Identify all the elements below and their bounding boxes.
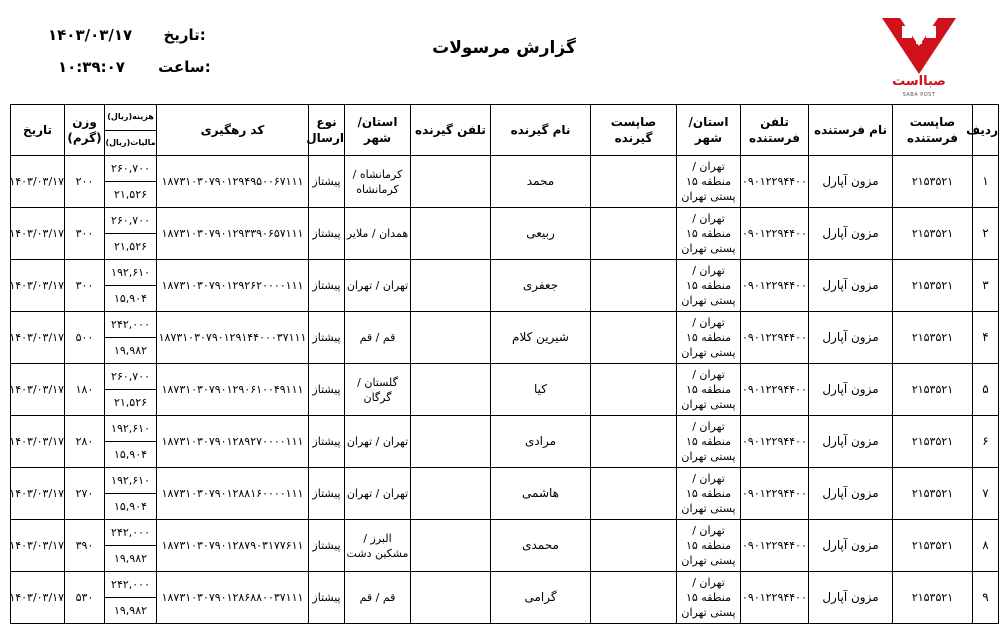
col-sender-code: صاپست فرستنده xyxy=(893,105,973,156)
cost-value: ۲۴۲,۰۰۰ xyxy=(105,312,156,338)
sender-phone: ۰۹۰۱۲۲۹۴۴۰۰ xyxy=(741,156,809,208)
table-row xyxy=(11,468,999,520)
sender-name: مزون آپارل xyxy=(809,364,893,416)
tracking-code: ۱۸۷۳۱۰۳۰۷۹۰۱۲۸۷۹۰۳۱۷۷۶۱۱ xyxy=(157,520,309,572)
sender-code: ۲۱۵۳۵۲۱ xyxy=(893,468,973,520)
col-index: ردیف xyxy=(973,105,999,156)
tax-value: ۲۱,۵۲۶ xyxy=(113,188,148,201)
receiver-name: محمد xyxy=(491,156,591,208)
sender-city: تهران / منطقه ۱۵ پستی تهران xyxy=(677,364,741,416)
receiver-city: تهران / تهران xyxy=(345,260,411,312)
receiver-code xyxy=(591,572,677,624)
tracking-code: ۱۸۷۳۱۰۳۰۷۹۰۱۲۹۲۶۲۰۰۰۰۱۱۱ xyxy=(157,260,309,312)
receiver-code xyxy=(591,312,677,364)
tracking-code: ۱۸۷۳۱۰۳۰۷۹۰۱۲۸۹۲۷۰۰۰۰۱۱۱ xyxy=(157,416,309,468)
receiver-city: همدان / ملایر xyxy=(345,208,411,260)
send-type: پیشتاز xyxy=(309,260,345,312)
cost-value: ۲۶۰,۷۰۰ xyxy=(105,208,156,234)
date: ۱۴۰۳/۰۳/۱۷ xyxy=(11,468,65,520)
sender-city: تهران / منطقه ۱۵ پستی تهران xyxy=(677,208,741,260)
row-index: ۴ xyxy=(973,312,999,364)
sender-code: ۲۱۵۳۵۲۱ xyxy=(893,156,973,208)
table-row xyxy=(11,156,999,208)
date: ۱۴۰۳/۰۳/۱۷ xyxy=(11,572,65,624)
send-type: پیشتاز xyxy=(309,156,345,208)
sender-name: مزون آپارل xyxy=(809,156,893,208)
receiver-code xyxy=(591,520,677,572)
weight: ۳۰۰ xyxy=(65,208,105,260)
cost-cell xyxy=(105,208,157,260)
logo-wordmark: صبااست xyxy=(892,74,946,89)
receiver-code xyxy=(591,416,677,468)
receiver-phone xyxy=(411,312,491,364)
weight: ۳۰۰ xyxy=(65,260,105,312)
sender-phone: ۰۹۰۱۲۲۹۴۴۰۰ xyxy=(741,572,809,624)
logo-emblem-icon xyxy=(880,16,958,76)
row-index: ۵ xyxy=(973,364,999,416)
weight: ۲۸۰ xyxy=(65,416,105,468)
table-row xyxy=(11,416,999,468)
send-type: پیشتاز xyxy=(309,468,345,520)
col-send-type: نوع ارسال xyxy=(309,105,345,156)
receiver-phone xyxy=(411,260,491,312)
sender-name: مزون آپارل xyxy=(809,260,893,312)
receiver-name: هاشمی xyxy=(491,468,591,520)
receiver-name: کیا xyxy=(491,364,591,416)
sender-phone: ۰۹۰۱۲۲۹۴۴۰۰ xyxy=(741,520,809,572)
receiver-city: کرمانشاه / کرمانشاه xyxy=(345,156,411,208)
sender-code: ۲۱۵۳۵۲۱ xyxy=(893,312,973,364)
table-row xyxy=(11,572,999,624)
table-row xyxy=(11,520,999,572)
sender-phone: ۰۹۰۱۲۲۹۴۴۰۰ xyxy=(741,312,809,364)
time-label: ساعت: xyxy=(158,58,211,76)
sender-phone: ۰۹۰۱۲۲۹۴۴۰۰ xyxy=(741,468,809,520)
send-type: پیشتاز xyxy=(309,572,345,624)
row-index: ۹ xyxy=(973,572,999,624)
tax-value: ۲۱,۵۲۶ xyxy=(113,396,148,409)
cost-value: ۱۹۲,۶۱۰ xyxy=(105,416,156,442)
receiver-code xyxy=(591,468,677,520)
cost-value: ۲۴۲,۰۰۰ xyxy=(105,572,156,598)
tracking-code: ۱۸۷۳۱۰۳۰۷۹۰۱۲۹۴۹۵۰۰۶۷۱۱۱ xyxy=(157,156,309,208)
sender-name: مزون آپارل xyxy=(809,468,893,520)
weight: ۵۳۰ xyxy=(65,572,105,624)
cost-value: ۲۶۰,۷۰۰ xyxy=(105,156,156,182)
send-type: پیشتاز xyxy=(309,312,345,364)
receiver-city: قم / قم xyxy=(345,572,411,624)
sender-city: تهران / منطقه ۱۵ پستی تهران xyxy=(677,468,741,520)
row-index: ۱ xyxy=(973,156,999,208)
receiver-phone xyxy=(411,572,491,624)
table-row xyxy=(11,260,999,312)
col-tracking: کد رهگیری xyxy=(157,105,309,156)
send-type: پیشتاز xyxy=(309,208,345,260)
sender-city: تهران / منطقه ۱۵ پستی تهران xyxy=(677,312,741,364)
cost-value: ۲۶۰,۷۰۰ xyxy=(105,364,156,390)
sender-code: ۲۱۵۳۵۲۱ xyxy=(893,208,973,260)
cost-cell xyxy=(105,520,157,572)
table-row xyxy=(11,364,999,416)
cost-value: ۱۹۲,۶۱۰ xyxy=(105,468,156,494)
sender-name: مزون آپارل xyxy=(809,520,893,572)
row-index: ۷ xyxy=(973,468,999,520)
sender-phone: ۰۹۰۱۲۲۹۴۴۰۰ xyxy=(741,416,809,468)
receiver-code xyxy=(591,156,677,208)
cost-value: ۲۴۲,۰۰۰ xyxy=(105,520,156,546)
receiver-phone xyxy=(411,520,491,572)
date-label: تاریخ: xyxy=(163,26,206,44)
table-body xyxy=(11,156,999,624)
receiver-city: البرز / مشکین دشت xyxy=(345,520,411,572)
row-index: ۳ xyxy=(973,260,999,312)
tax-value: ۱۹,۹۸۲ xyxy=(113,604,148,617)
tax-value: ۱۹,۹۸۲ xyxy=(113,344,148,357)
receiver-phone xyxy=(411,468,491,520)
receiver-code xyxy=(591,260,677,312)
table-row xyxy=(11,312,999,364)
receiver-name: مرادی xyxy=(491,416,591,468)
saba-post-logo xyxy=(880,16,958,102)
receiver-city: قم / قم xyxy=(345,312,411,364)
date: ۱۴۰۳/۰۳/۱۷ xyxy=(11,520,65,572)
receiver-code xyxy=(591,364,677,416)
col-receiver-name: نام گیرنده xyxy=(491,105,591,156)
sender-city: تهران / منطقه ۱۵ پستی تهران xyxy=(677,156,741,208)
sender-phone: ۰۹۰۱۲۲۹۴۴۰۰ xyxy=(741,208,809,260)
sender-code: ۲۱۵۳۵۲۱ xyxy=(893,260,973,312)
weight: ۲۰۰ xyxy=(65,156,105,208)
receiver-code xyxy=(591,208,677,260)
receiver-name: جعفری xyxy=(491,260,591,312)
receiver-phone xyxy=(411,416,491,468)
cost-cell xyxy=(105,364,157,416)
row-index: ۲ xyxy=(973,208,999,260)
cost-cell xyxy=(105,312,157,364)
sender-phone: ۰۹۰۱۲۲۹۴۴۰۰ xyxy=(741,364,809,416)
weight: ۲۷۰ xyxy=(65,468,105,520)
sender-name: مزون آپارل xyxy=(809,572,893,624)
col-cost xyxy=(105,105,157,156)
col-cost-top: هزینه(ریال) xyxy=(105,105,156,131)
col-sender-phone: تلفن فرستنده xyxy=(741,105,809,156)
cost-cell xyxy=(105,416,157,468)
cost-cell xyxy=(105,572,157,624)
col-sender-city: استان/ شهر xyxy=(677,105,741,156)
tax-value: ۱۵,۹۰۴ xyxy=(113,500,148,513)
date: ۱۴۰۳/۰۳/۱۷ xyxy=(11,416,65,468)
sender-name: مزون آپارل xyxy=(809,312,893,364)
logo-subtitle: SABA POST xyxy=(902,92,936,98)
cost-cell xyxy=(105,260,157,312)
col-weight: وزن (گرم) xyxy=(65,105,105,156)
sender-code: ۲۱۵۳۵۲۱ xyxy=(893,416,973,468)
date: ۱۴۰۳/۰۳/۱۷ xyxy=(11,260,65,312)
tracking-code: ۱۸۷۳۱۰۳۰۷۹۰۱۲۹۳۳۹۰۶۵۷۱۱۱ xyxy=(157,208,309,260)
weight: ۵۰۰ xyxy=(65,312,105,364)
receiver-phone xyxy=(411,364,491,416)
table-header-row xyxy=(11,105,999,156)
tax-value: ۱۵,۹۰۴ xyxy=(113,292,148,305)
weight: ۱۸۰ xyxy=(65,364,105,416)
tracking-code: ۱۸۷۳۱۰۳۰۷۹۰۱۲۹۰۶۱۰۰۴۹۱۱۱ xyxy=(157,364,309,416)
row-index: ۸ xyxy=(973,520,999,572)
sender-city: تهران / منطقه ۱۵ پستی تهران xyxy=(677,572,741,624)
table-row xyxy=(11,208,999,260)
col-date: تاریخ xyxy=(11,105,65,156)
date: ۱۴۰۳/۰۳/۱۷ xyxy=(11,208,65,260)
receiver-name: گرامی xyxy=(491,572,591,624)
sender-phone: ۰۹۰۱۲۲۹۴۴۰۰ xyxy=(741,260,809,312)
send-type: پیشتاز xyxy=(309,364,345,416)
date: ۱۴۰۳/۰۳/۱۷ xyxy=(11,156,65,208)
date: ۱۴۰۳/۰۳/۱۷ xyxy=(11,364,65,416)
tax-value: ۱۵,۹۰۴ xyxy=(113,448,148,461)
tax-value: ۲۱,۵۲۶ xyxy=(113,240,148,253)
receiver-city: تهران / تهران xyxy=(345,416,411,468)
receiver-name: ربیعی xyxy=(491,208,591,260)
sender-city: تهران / منطقه ۱۵ پستی تهران xyxy=(677,260,741,312)
receiver-name: شیرین کلام xyxy=(491,312,591,364)
receiver-city: گلستان / گرگان xyxy=(345,364,411,416)
sender-code: ۲۱۵۳۵۲۱ xyxy=(893,572,973,624)
date: ۱۴۰۳/۰۳/۱۷ xyxy=(11,312,65,364)
time-value: ۱۰:۳۹:۰۷ xyxy=(58,58,125,76)
row-index: ۶ xyxy=(973,416,999,468)
col-receiver-city: استان/ شهر xyxy=(345,105,411,156)
sender-name: مزون آپارل xyxy=(809,416,893,468)
time-row xyxy=(44,58,211,76)
col-receiver-code: صاپست گیرنده xyxy=(591,105,677,156)
page-title: گزارش مرسولات xyxy=(432,38,576,58)
tax-value: ۱۹,۹۸۲ xyxy=(113,552,148,565)
receiver-phone xyxy=(411,208,491,260)
col-cost-bottom: مالیات(ریال) xyxy=(105,137,156,147)
receiver-city: تهران / تهران xyxy=(345,468,411,520)
send-type: پیشتاز xyxy=(309,416,345,468)
shipments-table xyxy=(10,104,999,624)
tracking-code: ۱۸۷۳۱۰۳۰۷۹۰۱۲۸۸۱۶۰۰۰۰۱۱۱ xyxy=(157,468,309,520)
cost-value: ۱۹۲,۶۱۰ xyxy=(105,260,156,286)
col-receiver-phone: تلفن گیرنده xyxy=(411,105,491,156)
sender-code: ۲۱۵۳۵۲۱ xyxy=(893,364,973,416)
tracking-code: ۱۸۷۳۱۰۳۰۷۹۰۱۲۸۶۸۸۰۰۳۷۱۱۱ xyxy=(157,572,309,624)
date-value: ۱۴۰۳/۰۳/۱۷ xyxy=(48,26,133,44)
report-header xyxy=(0,0,1008,104)
receiver-name: محمدی xyxy=(491,520,591,572)
sender-city: تهران / منطقه ۱۵ پستی تهران xyxy=(677,520,741,572)
sender-name: مزون آپارل xyxy=(809,208,893,260)
send-type: پیشتاز xyxy=(309,520,345,572)
col-sender-name: نام فرستنده xyxy=(809,105,893,156)
sender-city: تهران / منطقه ۱۵ پستی تهران xyxy=(677,416,741,468)
cost-cell xyxy=(105,468,157,520)
cost-cell xyxy=(105,156,157,208)
receiver-phone xyxy=(411,156,491,208)
tracking-code: ۱۸۷۳۱۰۳۰۷۹۰۱۲۹۱۴۴۰۰۰۳۷۱۱۱ xyxy=(157,312,309,364)
sender-code: ۲۱۵۳۵۲۱ xyxy=(893,520,973,572)
weight: ۳۹۰ xyxy=(65,520,105,572)
